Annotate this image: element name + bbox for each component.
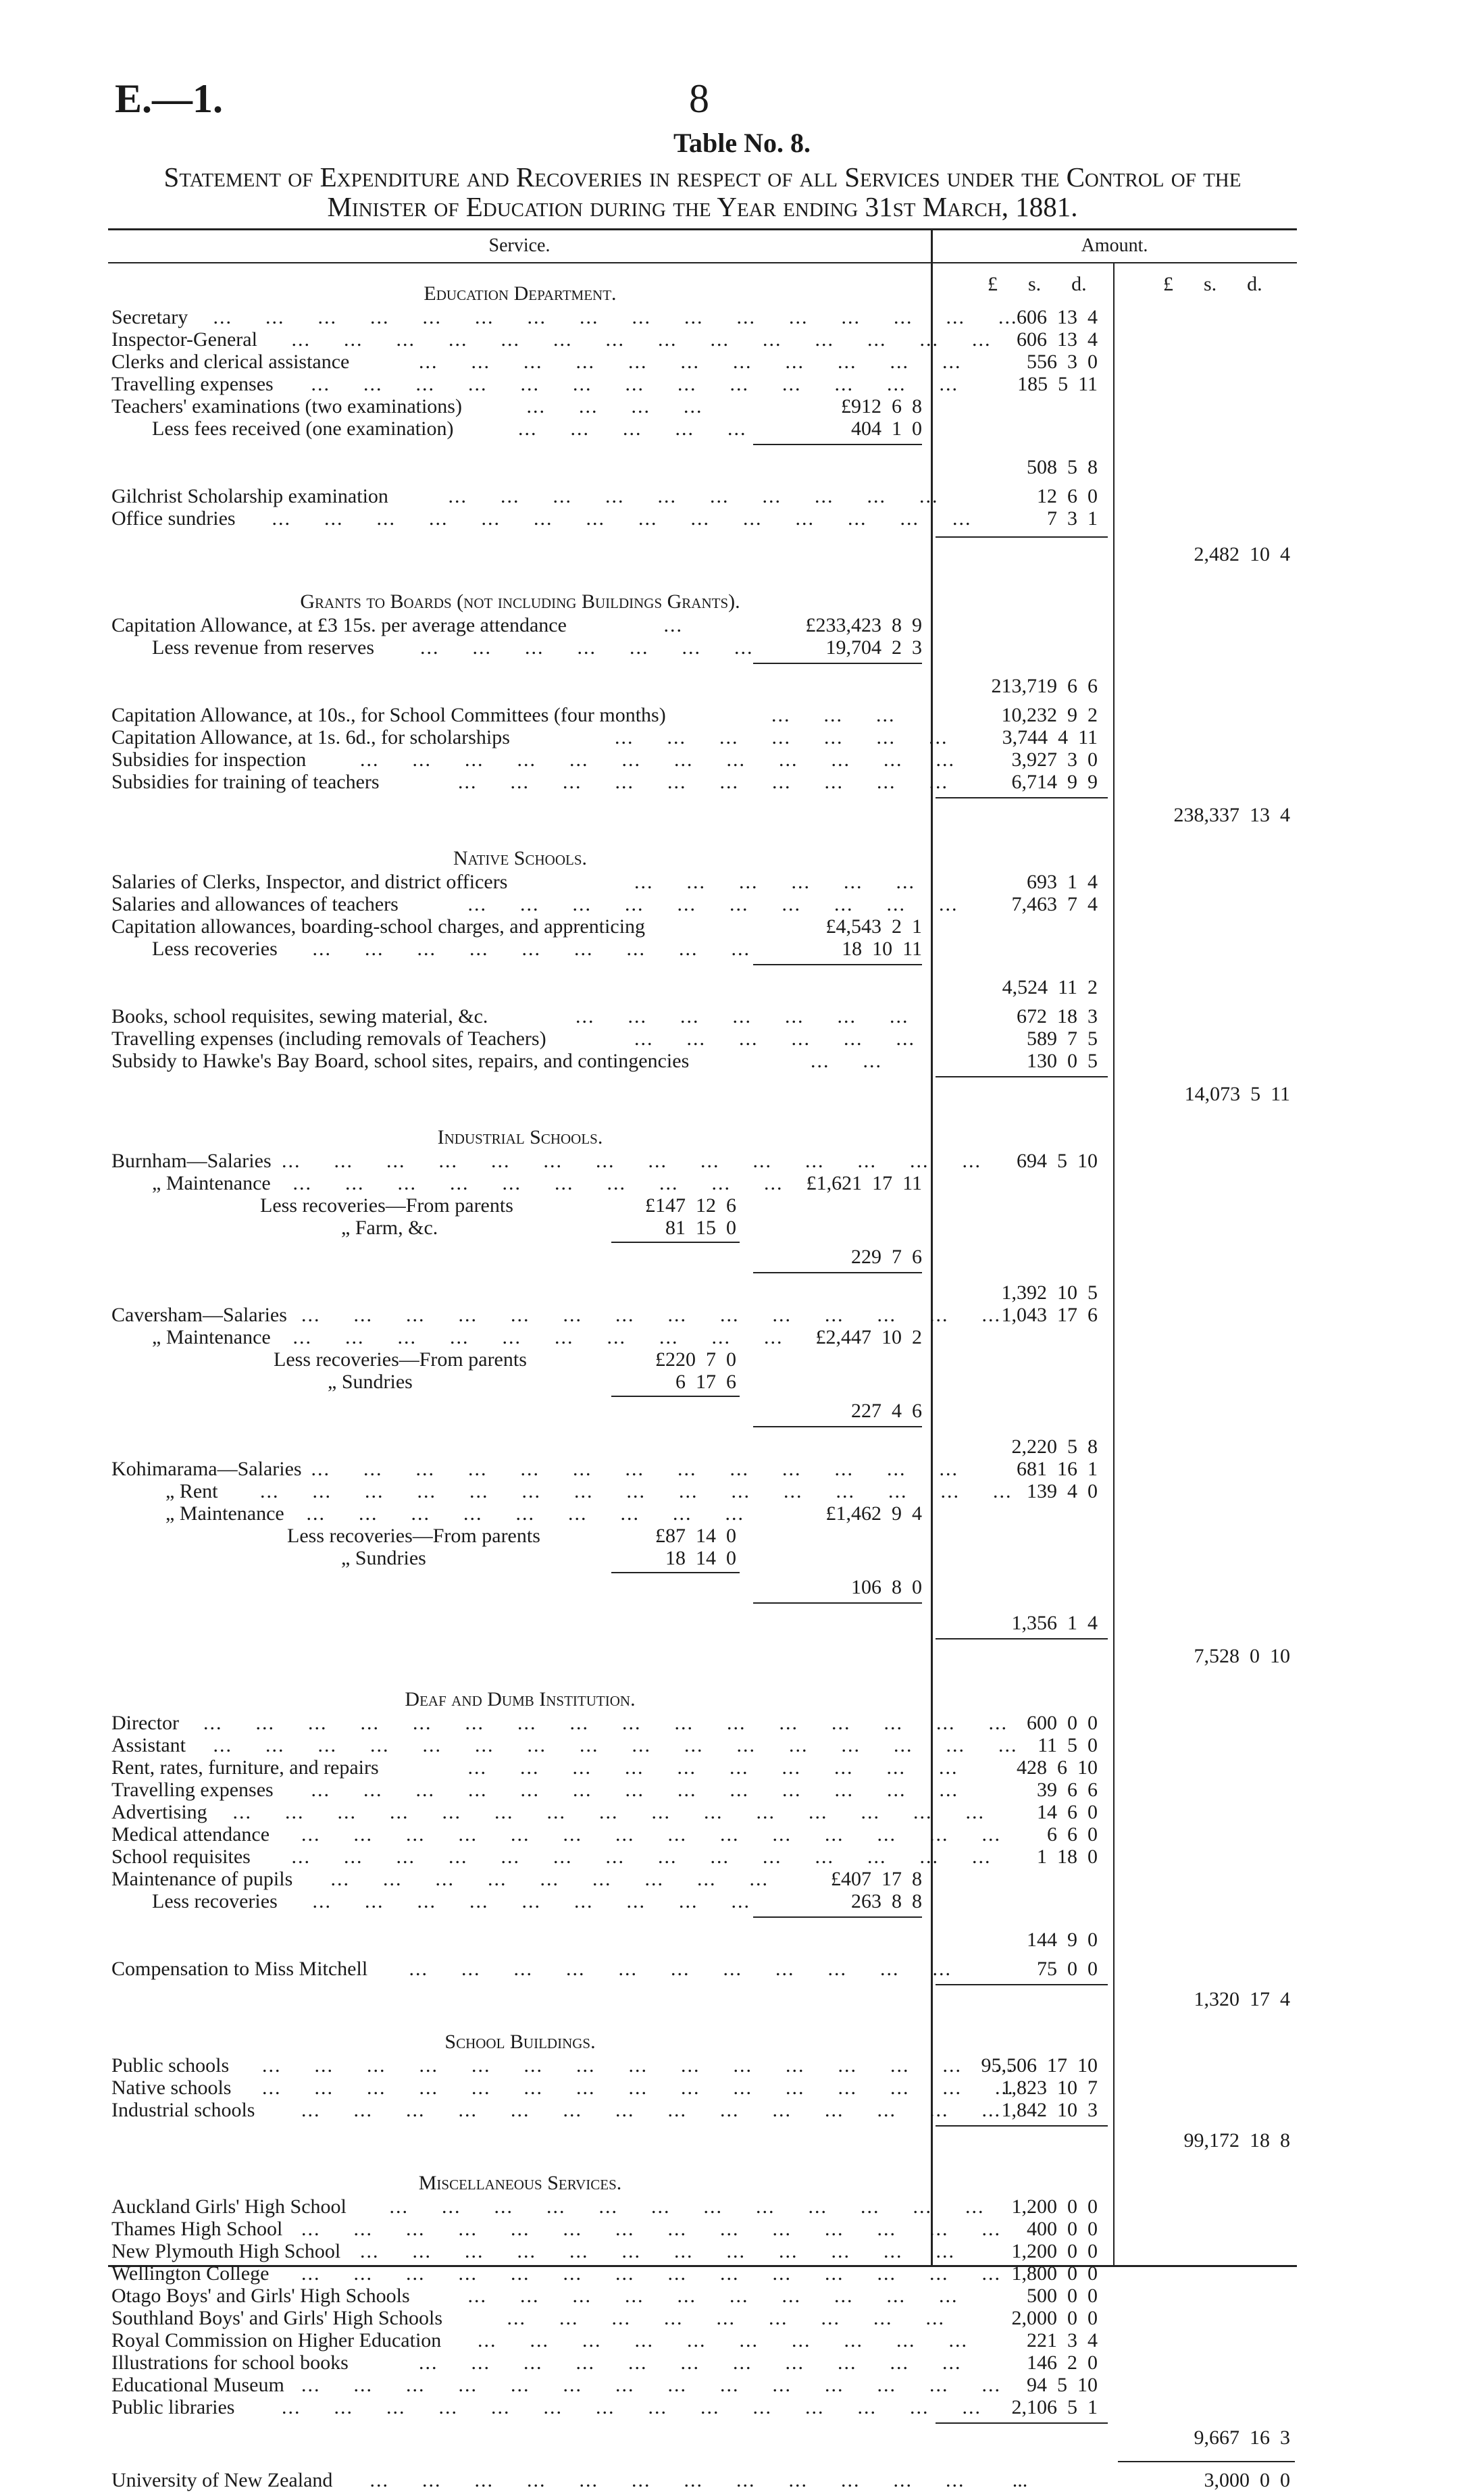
education-amount-rule xyxy=(936,536,1108,538)
university-total: 3,000 0 0 xyxy=(1204,2469,1290,2491)
misc-amount: 1,800 0 0 xyxy=(1011,2262,1098,2285)
leader-dots: ... ... ... ... ... ... ... xyxy=(615,726,948,748)
burnham-recoveries-total: 229 7 6 xyxy=(851,1246,922,1268)
statement-title-line-2: Minister of Education during the Year ending 31st March, 1881. xyxy=(327,191,1078,222)
misc-amount-rule xyxy=(936,2422,1108,2424)
kohimarama-maintenance-label: „ Maintenance xyxy=(165,1502,284,1525)
education-total: 2,482 10 4 xyxy=(1194,543,1290,565)
native-subtotal: 18 10 11 xyxy=(842,938,922,960)
education-amount: 185 5 11 xyxy=(1017,373,1098,395)
caversham-salaries-label: Caversham—Salaries xyxy=(111,1304,287,1326)
deaf-amount: 14 6 0 xyxy=(1037,1801,1098,1823)
buildings-heading: School Buildings. xyxy=(444,2031,596,2053)
native-row-label: Capitation allowances, boarding-school charges, and apprenticing xyxy=(111,915,646,938)
grants-subtotal: 19,704 2 3 xyxy=(825,636,922,659)
leader-dots: ... ... ... xyxy=(771,704,896,726)
education-row-label: Clerks and clerical assistance xyxy=(111,351,350,373)
leader-dots: ... ... ... ... ... ... ... ... ... ... ... ... ... ... ... ... xyxy=(203,1712,1008,1734)
grants-amount: 6,714 9 9 xyxy=(1011,771,1098,793)
leader-dots: ... ... ... ... ... ... ... ... ... ... ... ... xyxy=(360,748,955,771)
education-amount: 556 3 0 xyxy=(1027,351,1098,373)
leader-dots: ... ... ... ... ... ... ... ... ... ... ... xyxy=(419,2351,962,2374)
kohimarama-salaries-amount: 681 16 1 xyxy=(1017,1458,1098,1480)
misc-amount: 400 0 0 xyxy=(1027,2218,1098,2240)
deaf-row-label: Maintenance of pupils xyxy=(111,1868,293,1890)
caversham-net-amount: 2,220 5 8 xyxy=(1011,1435,1098,1458)
leader-dots: ... ... ... ... ... ... ... ... ... ... xyxy=(458,771,948,793)
leader-dots: ... ... ... ... ... ... xyxy=(634,1027,915,1050)
native-amount-rule xyxy=(936,1076,1108,1077)
burnham-recoveries2-value: 81 15 0 xyxy=(665,1217,736,1239)
burnham-recoveries2-label: „ Farm, &c. xyxy=(341,1217,438,1239)
education-amount: 12 6 0 xyxy=(1037,485,1098,507)
burnham-salaries-label: Burnham—Salaries xyxy=(111,1150,272,1172)
deaf-heading: Deaf and Dumb Institution. xyxy=(405,1688,636,1710)
burnham-recoveries-label: Less recoveries—From parents xyxy=(260,1194,513,1217)
kohimarama-maintenance-subtotal: £1,462 9 4 xyxy=(825,1502,922,1525)
grants-amount: 10,232 9 2 xyxy=(1001,704,1098,726)
education-subtotal: £912 6 8 xyxy=(841,395,922,417)
deaf-row-label: Director xyxy=(111,1712,179,1734)
leader-dots: ... ... ... ... ... ... ... ... ... ... ... ... ... ... xyxy=(272,507,972,530)
kohimarama-net-amount: 1,356 1 4 xyxy=(1011,1612,1098,1634)
leader-dots: ... ... ... ... ... ... ... ... ... xyxy=(330,1868,769,1890)
native-amount: 4,524 11 2 xyxy=(1002,976,1098,998)
leader-dots: ... ... ... ... ... ... ... xyxy=(420,636,754,659)
native-row-label: Travelling expenses (including removals of Teachers) xyxy=(111,1027,546,1050)
misc-amount: 1,200 0 0 xyxy=(1011,2195,1098,2218)
caversham-recoveries2-label: „ Sundries xyxy=(328,1371,413,1393)
leader-dots: ... ... ... ... ... ... ... ... ... ... ... ... ... ... ... xyxy=(260,1480,1013,1502)
misc-heading: Miscellaneous Services. xyxy=(418,2172,622,2194)
grants-amount: 3,927 3 0 xyxy=(1011,748,1098,771)
leader-dots: ... ... ... ... ... ... ... ... ... ... ... xyxy=(409,1958,952,1980)
kohimarama-salaries-label: Kohimarama—Salaries xyxy=(111,1458,302,1480)
leader-dots: ... ... ... ... ... ... ... ... ... ... ... ... ... ... xyxy=(282,1150,981,1172)
misc-row-label: Educational Museum xyxy=(111,2374,284,2396)
buildings-row-label: Industrial schools xyxy=(111,2099,255,2121)
deaf-total: 1,320 17 4 xyxy=(1194,1988,1290,2010)
education-row-label: Secretary xyxy=(111,306,188,328)
kohimarama-rent-amount: 139 4 0 xyxy=(1027,1480,1098,1502)
education-amount: 508 5 8 xyxy=(1027,456,1098,478)
leader-dots: ... ... ... ... ... ... ... ... ... ... ... ... ... ... ... ... xyxy=(213,1734,1018,1756)
kohimarama-maint-rule xyxy=(753,1602,922,1604)
leader-dots: ... ... ... ... ... ... ... ... ... ... ... ... ... ... ... xyxy=(262,2054,1015,2077)
education-amount: 606 13 4 xyxy=(1017,306,1098,328)
caversham-maintenance-subtotal: £2,447 10 2 xyxy=(815,1326,922,1348)
caversham-recoveries-label: Less recoveries—From parents xyxy=(274,1348,527,1371)
native-row-label: Less recoveries xyxy=(152,938,278,960)
native-row-label: Books, school requisites, sewing material, &c. xyxy=(111,1005,488,1027)
leader-dots: ... ... ... ... ... ... ... ... ... xyxy=(507,2307,945,2329)
burnham-net-amount: 1,392 10 5 xyxy=(1001,1281,1098,1304)
grants-row-label: Subsidies for inspection xyxy=(111,748,307,771)
burnham-recoveries-value: £147 12 6 xyxy=(645,1194,736,1217)
native-amount: 672 18 3 xyxy=(1017,1005,1098,1027)
deaf-amount: 39 6 6 xyxy=(1037,1779,1098,1801)
native-total: 14,073 5 11 xyxy=(1184,1083,1290,1105)
native-amount: 130 0 5 xyxy=(1027,1050,1098,1072)
deaf-subtotal: 263 8 8 xyxy=(851,1890,922,1912)
education-row-label: Gilchrist Scholarship examination xyxy=(111,485,388,507)
education-row-label: Teachers' examinations (two examinations) xyxy=(111,395,462,417)
misc-total: 9,667 16 3 xyxy=(1194,2426,1290,2449)
column-header-service: Service. xyxy=(488,235,551,256)
deaf-row-label: Travelling expenses xyxy=(111,1779,274,1801)
education-amount: 606 13 4 xyxy=(1017,328,1098,351)
buildings-amount-rule xyxy=(936,2125,1108,2127)
native-amount: 589 7 5 xyxy=(1027,1027,1098,1050)
university-amount: ... xyxy=(1012,2469,1028,2491)
deaf-amount: 1 18 0 xyxy=(1037,1846,1098,1868)
misc-row-label: New Plymouth High School xyxy=(111,2240,341,2262)
leader-dots: ... ... ... ... ... ... ... ... ... ... xyxy=(467,893,958,915)
caversham-recoveries-rule xyxy=(611,1396,740,1397)
deaf-row-label: Advertising xyxy=(111,1801,207,1823)
buildings-total: 99,172 18 8 xyxy=(1183,2129,1290,2152)
caversham-recoveries-total: 227 4 6 xyxy=(851,1400,922,1422)
education-subtotal: 404 1 0 xyxy=(851,417,922,440)
leader-dots: ... ... ... ... ... ... ... ... ... ... ... ... ... xyxy=(311,1779,958,1801)
leader-dots: ... ... ... ... ... ... ... ... ... ... xyxy=(467,1756,958,1779)
misc-row-label: Thames High School xyxy=(111,2218,283,2240)
buildings-amount: 1,842 10 3 xyxy=(1001,2099,1098,2121)
kohimarama-recoveries-label: Less recoveries—From parents xyxy=(287,1525,540,1547)
leader-dots: ... ... ... ... ... ... ... ... ... ... xyxy=(467,2285,958,2307)
leader-dots: ... ... ... ... ... ... ... ... ... ... ... ... xyxy=(369,2469,965,2491)
kohimarama-recoveries2-value: 18 14 0 xyxy=(665,1547,736,1569)
grants-total: 238,337 13 4 xyxy=(1173,804,1290,826)
leader-dots: ... ... ... ... ... ... ... ... ... ... ... ... ... ... xyxy=(301,1304,1001,1326)
misc-row-label: Public libraries xyxy=(111,2396,235,2418)
table-header-rule xyxy=(108,262,1297,263)
document-reference: E.—1. xyxy=(115,76,224,121)
deaf-amount: 75 0 0 xyxy=(1037,1958,1098,1980)
grants-subtotal: £233,423 8 9 xyxy=(805,614,922,636)
grants-heading: Grants to Boards (not including Buildings Grants). xyxy=(300,590,740,613)
leader-dots: ... ... ... ... ... xyxy=(518,417,747,440)
native-heading: Native Schools. xyxy=(453,847,587,869)
statement-title-line-1: Statement of Expenditure and Recoveries in respect of all Services under the Control of the xyxy=(163,161,1242,193)
leader-dots: ... ... ... ... ... ... xyxy=(634,871,915,893)
deaf-amount: 11 5 0 xyxy=(1038,1734,1098,1756)
grants-row-label: Capitation Allowance, at 10s., for School Committees (four months) xyxy=(111,704,666,726)
misc-amount: 221 3 4 xyxy=(1027,2329,1098,2351)
native-row-label: Salaries of Clerks, Inspector, and district officers xyxy=(111,871,508,893)
leader-dots: ... ... ... ... ... ... ... ... ... ... ... ... ... ... xyxy=(301,1823,1001,1846)
leader-dots: ... ... ... ... ... ... ... ... ... ... ... ... xyxy=(389,2195,985,2218)
native-row-label: Subsidy to Hawke's Bay Board, school sites, repairs, and contingencies xyxy=(111,1050,690,1072)
grants-sub-rule xyxy=(753,663,922,664)
kohimarama-recoveries2-label: „ Sundries xyxy=(341,1547,426,1569)
deaf-row-label: Rent, rates, furniture, and repairs xyxy=(111,1756,379,1779)
deaf-row-label: Less recoveries xyxy=(152,1890,278,1912)
misc-row-label: Illustrations for school books xyxy=(111,2351,349,2374)
table-top-rule xyxy=(108,228,1297,230)
kohimarama-rent-label: „ Rent xyxy=(165,1480,218,1502)
deaf-amount: 144 9 0 xyxy=(1027,1929,1098,1951)
leader-dots: ... ... ... ... ... ... ... ... ... ... ... ... ... xyxy=(311,373,958,395)
burnham-recoveries-rule xyxy=(611,1242,740,1243)
leader-dots: ... ... ... ... ... ... ... ... ... ... ... ... ... ... xyxy=(291,328,992,351)
leader-dots: ... ... ... ... ... ... ... ... ... ... xyxy=(478,2329,968,2351)
burnham-maint-rule xyxy=(753,1272,922,1273)
leader-dots: ... ... ... ... ... ... ... ... ... xyxy=(306,1502,744,1525)
burnham-maintenance-subtotal: £1,621 17 11 xyxy=(806,1172,922,1194)
education-row-label: Inspector-General xyxy=(111,328,257,351)
grants-row-label: Capitation Allowance, at 1s. 6d., for scholarships xyxy=(111,726,510,748)
native-amount: 693 1 4 xyxy=(1027,871,1098,893)
leader-dots: ... ... ... ... ... ... ... ... ... ... ... ... ... ... ... ... xyxy=(213,306,1018,328)
burnham-maintenance-label: „ Maintenance xyxy=(152,1172,271,1194)
buildings-row-label: Native schools xyxy=(111,2077,232,2099)
page-number: 8 xyxy=(689,76,709,121)
leader-dots: ... ... ... ... xyxy=(526,395,703,417)
kohimarama-recoveries-rule xyxy=(611,1572,740,1573)
leader-dots: ... ... ... ... ... ... ... ... ... ... ... xyxy=(419,351,962,373)
grants-amount-rule xyxy=(936,797,1108,798)
leader-dots: ... ... ... ... ... ... ... ... ... ... xyxy=(448,485,939,507)
university-label: University of New Zealand xyxy=(111,2469,333,2491)
leader-dots: ... ... ... ... ... ... ... ... ... ... xyxy=(292,1326,784,1348)
industrial-amount-rule xyxy=(936,1638,1108,1639)
grants-row-label: Less revenue from reserves xyxy=(152,636,375,659)
misc-row-label: Southland Boys' and Girls' High Schools xyxy=(111,2307,442,2329)
misc-row-label: Otago Boys' and Girls' High Schools xyxy=(111,2285,410,2307)
grants-row-label: Subsidies for training of teachers xyxy=(111,771,380,793)
leader-dots: ... ... ... ... ... ... ... ... ... xyxy=(312,938,750,960)
burnham-salaries-amount: 694 5 10 xyxy=(1017,1150,1098,1172)
leader-dots: ... ... ... ... ... ... ... ... ... ... ... ... ... xyxy=(311,1458,958,1480)
caversham-maint-rule xyxy=(753,1426,922,1427)
education-sub-rule xyxy=(753,444,922,445)
leader-dots: ... ... ... ... ... ... ... ... ... ... ... ... ... ... xyxy=(291,1846,992,1868)
deaf-amount: 6 6 0 xyxy=(1047,1823,1098,1846)
misc-row-label: Royal Commission on Higher Education xyxy=(111,2329,442,2351)
total-unit-labels: £ s. d. xyxy=(1163,273,1262,295)
misc-amount: 94 5 10 xyxy=(1027,2374,1098,2396)
kohimarama-recoveries-value: £87 14 0 xyxy=(655,1525,736,1547)
misc-amount: 1,200 0 0 xyxy=(1011,2240,1098,2262)
native-sub-rule xyxy=(753,964,922,965)
deaf-subtotal: £407 17 8 xyxy=(831,1868,922,1890)
grants-amount: 213,719 6 6 xyxy=(991,675,1098,697)
misc-row-label: Wellington College xyxy=(111,2262,270,2285)
deaf-row-label: Compensation to Miss Mitchell xyxy=(111,1958,368,1980)
buildings-amount: 1,823 10 7 xyxy=(1001,2077,1098,2099)
leader-dots: ... ... ... ... ... ... ... ... ... ... ... ... ... ... xyxy=(301,2374,1001,2396)
native-row-label: Salaries and allowances of teachers xyxy=(111,893,399,915)
leader-dots: ... ... ... ... ... ... ... ... ... ... ... ... ... ... ... xyxy=(232,1801,985,1823)
leader-dots: ... ... ... ... ... ... ... ... ... ... ... ... xyxy=(360,2240,955,2262)
leader-dots: ... ... ... ... ... ... ... ... ... ... ... ... ... ... xyxy=(301,2218,1001,2240)
buildings-amount: 95,506 17 10 xyxy=(981,2054,1098,2077)
table-title: Table No. 8. xyxy=(673,128,811,158)
deaf-row-label: School requisites xyxy=(111,1846,251,1868)
leader-dots: ... ... ... ... ... ... ... ... ... ... ... ... ... ... xyxy=(282,2396,981,2418)
misc-amount: 500 0 0 xyxy=(1027,2285,1098,2307)
native-amount: 7,463 7 4 xyxy=(1011,893,1098,915)
kohimarama-recoveries-total: 106 8 0 xyxy=(851,1576,922,1598)
leader-dots: ... ... ... ... ... ... ... ... ... ... ... ... ... ... xyxy=(301,2262,1001,2285)
misc-amount: 2,000 0 0 xyxy=(1011,2307,1098,2329)
education-row-label: Office sundries xyxy=(111,507,236,530)
leader-dots: ... ... xyxy=(811,1050,882,1072)
caversham-maintenance-label: „ Maintenance xyxy=(152,1326,271,1348)
caversham-recoveries2-value: 6 17 6 xyxy=(675,1371,736,1393)
leader-dots: ... ... ... ... ... ... ... ... ... xyxy=(312,1890,750,1912)
leader-dots: ... ... ... ... ... ... ... xyxy=(575,1005,909,1027)
column-header-amount: Amount. xyxy=(1081,235,1148,256)
education-amount: 7 3 1 xyxy=(1047,507,1098,530)
caversham-recoveries-value: £220 7 0 xyxy=(655,1348,736,1371)
industrial-heading: Industrial Schools. xyxy=(437,1126,603,1148)
university-total-rule xyxy=(1118,2461,1295,2462)
native-subtotal: £4,543 2 1 xyxy=(825,915,922,938)
education-row-label: Less fees received (one examination) xyxy=(152,417,454,440)
leader-dots: ... xyxy=(663,614,683,636)
deaf-row-label: Assistant xyxy=(111,1734,186,1756)
leader-dots: ... ... ... ... ... ... ... ... ... ... ... ... ... ... xyxy=(301,2099,1001,2121)
deaf-amount: 600 0 0 xyxy=(1027,1712,1098,1734)
leader-dots: ... ... ... ... ... ... ... ... ... ... ... ... ... ... ... xyxy=(262,2077,1015,2099)
education-heading: Education Department. xyxy=(424,282,617,305)
misc-amount: 2,106 5 1 xyxy=(1011,2396,1098,2418)
misc-row-label: Auckland Girls' High School xyxy=(111,2195,347,2218)
deaf-row-label: Medical attendance xyxy=(111,1823,270,1846)
grants-row-label: Capitation Allowance, at £3 15s. per average attendance xyxy=(111,614,567,636)
deaf-amount-rule xyxy=(936,1984,1108,1985)
buildings-row-label: Public schools xyxy=(111,2054,230,2077)
education-row-label: Travelling expenses xyxy=(111,373,274,395)
amount-unit-labels: £ s. d. xyxy=(988,273,1087,295)
deaf-sub-rule xyxy=(753,1916,922,1918)
misc-amount: 146 2 0 xyxy=(1027,2351,1098,2374)
grants-amount: 3,744 4 11 xyxy=(1002,726,1098,748)
caversham-salaries-amount: 1,043 17 6 xyxy=(1001,1304,1098,1326)
industrial-total: 7,528 0 10 xyxy=(1194,1645,1290,1667)
deaf-amount: 428 6 10 xyxy=(1017,1756,1098,1779)
leader-dots: ... ... ... ... ... ... ... ... ... ... xyxy=(292,1172,784,1194)
